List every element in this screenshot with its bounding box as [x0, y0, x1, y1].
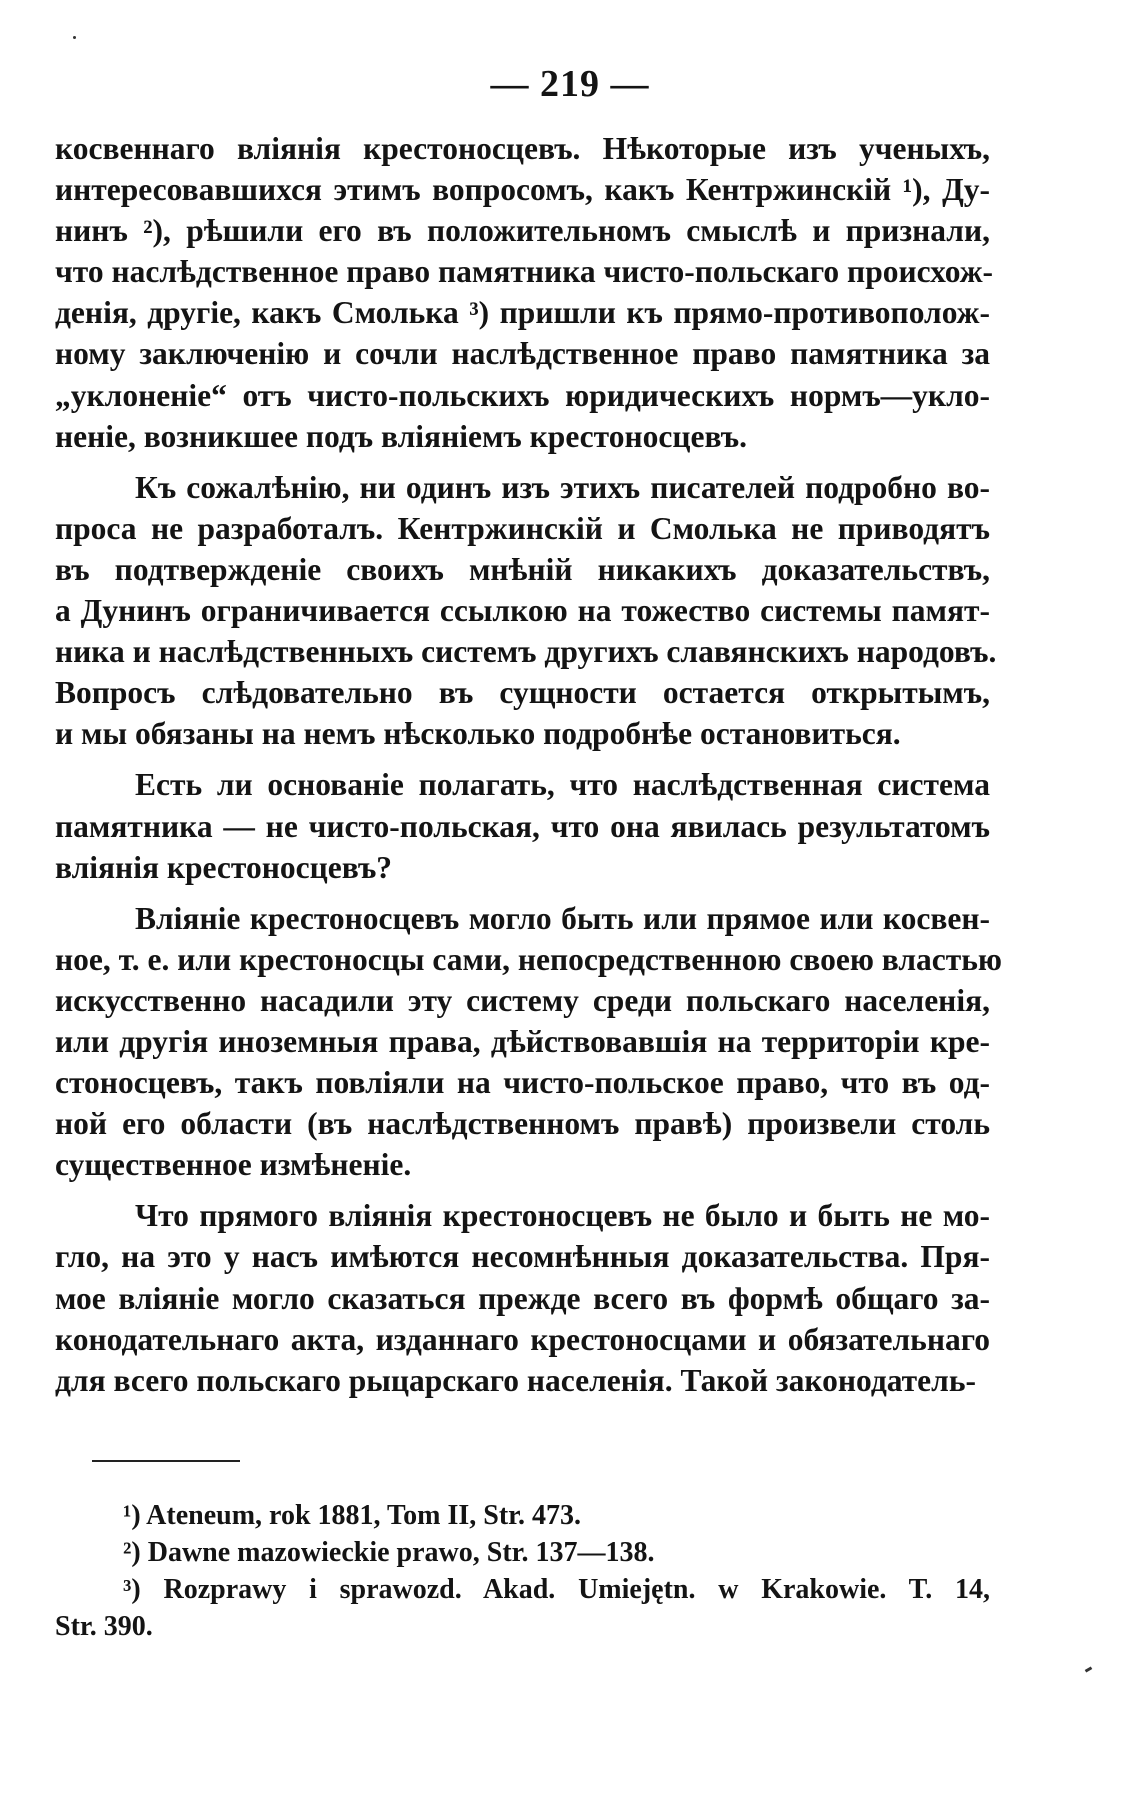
footnote-line: Str. 390.: [55, 1611, 153, 1642]
text-line: мое вліяніе могло сказаться прежде всего въ формѣ общаго за-: [55, 1280, 990, 1316]
text-line: памятника — не чисто-польская, что она явилась результатомъ: [55, 808, 990, 844]
text-line: Къ сожалѣнію, ни одинъ изъ этихъ писателей подробно во-: [135, 469, 990, 505]
text-line: существенное измѣненіе.: [55, 1147, 412, 1183]
text-line: ное, т. е. или крестоносцы сами, непосредственною своею властью: [55, 941, 1002, 977]
text-line: Есть ли основаніе полагать, что наслѣдственная система: [135, 767, 990, 803]
text-line: въ подтвержденіе своихъ мнѣній никакихъ доказательствъ,: [55, 551, 990, 587]
text-line: Вопросъ слѣдовательно въ сущности остается открытымъ,: [55, 675, 990, 711]
text-line: неніе, возникшее подъ вліяніемъ крестоносцевъ.: [55, 418, 747, 454]
paragraph: [55, 128, 994, 457]
text-line: „уклоненіе“ отъ чисто-польскихъ юридическихъ нормъ—укло-: [55, 377, 990, 413]
text-line: нинъ ²), рѣшили его въ положительномъ смыслѣ и признали,: [55, 213, 990, 249]
page-number: — 219 —: [490, 63, 650, 105]
paragraph: [55, 1195, 990, 1400]
text-line: что наслѣдственное право памятника чисто-польскаго происхож-: [55, 254, 994, 290]
footnote-line: ²) Dawne mazowieckie prawo, Str. 137—138.: [123, 1537, 655, 1568]
text-line: стоносцевъ, такъ повліяли на чисто-польское право, что въ од-: [55, 1065, 990, 1101]
main-text: [55, 128, 1002, 1401]
footnote-line: ¹) Ateneum, rok 1881, Tom II, Str. 473.: [123, 1500, 582, 1531]
text-line: и мы обязаны на немъ нѣсколько подробнѣе остановиться.: [55, 716, 901, 752]
text-line: конодательнаго акта, изданнаго крестоносцами и обязательнаго: [55, 1321, 990, 1357]
text-line: ному заключенію и сочли наслѣдственное право памятника за: [55, 336, 990, 372]
text-line: искусственно насадили эту систему среди польскаго населенія,: [55, 982, 990, 1018]
footnote-separator: [92, 1460, 240, 1462]
footnotes: [55, 1497, 990, 1645]
text-line: денія, другіе, какъ Смолька ³) пришли къ прямо-противополож-: [55, 295, 990, 331]
text-line: вліянія крестоносцевъ?: [55, 849, 393, 885]
text-line: проса не разработалъ. Кентржинскій и Смолька не приводятъ: [55, 510, 990, 546]
paragraph: [55, 898, 1002, 1186]
text-line: косвеннаго вліянія крестоносцевъ. Нѣкоторые изъ ученыхъ,: [55, 131, 990, 166]
text-line: Что прямого вліянія крестоносцевъ не было и быть не мо-: [135, 1198, 990, 1234]
text-line: а Дунинъ ограничивается ссылкою на тожество системы памят-: [55, 593, 990, 629]
text-line: или другія иноземныя права, дѣйствовавшія на территоріи кре-: [55, 1023, 990, 1059]
text-line: Вліяніе крестоносцевъ могло быть или прямое или косвен-: [135, 900, 990, 936]
paragraph: [55, 467, 997, 755]
print-speck: [1085, 1666, 1093, 1672]
print-speck: [73, 36, 76, 39]
text-line: ника и наслѣдственныхъ системъ другихъ славянскихъ народовъ.: [55, 634, 997, 670]
text-line: интересовавшихся этимъ вопросомъ, какъ Кентржинскій ¹), Ду-: [55, 172, 990, 208]
text-line: ной его области (въ наслѣдственномъ правѣ) произвели столь: [55, 1106, 990, 1142]
text-line: для всего польскаго рыцарскаго населенія. Такой законодатель-: [55, 1362, 976, 1398]
text-line: гло, на это у насъ имѣются несомнѣнныя доказательства. Пря-: [55, 1239, 990, 1275]
footnote-line: ³) Rozprawy i sprawozd. Akad. Umiejętn. w Krakowie. T. 14,: [123, 1574, 990, 1605]
paragraph: [55, 764, 990, 887]
